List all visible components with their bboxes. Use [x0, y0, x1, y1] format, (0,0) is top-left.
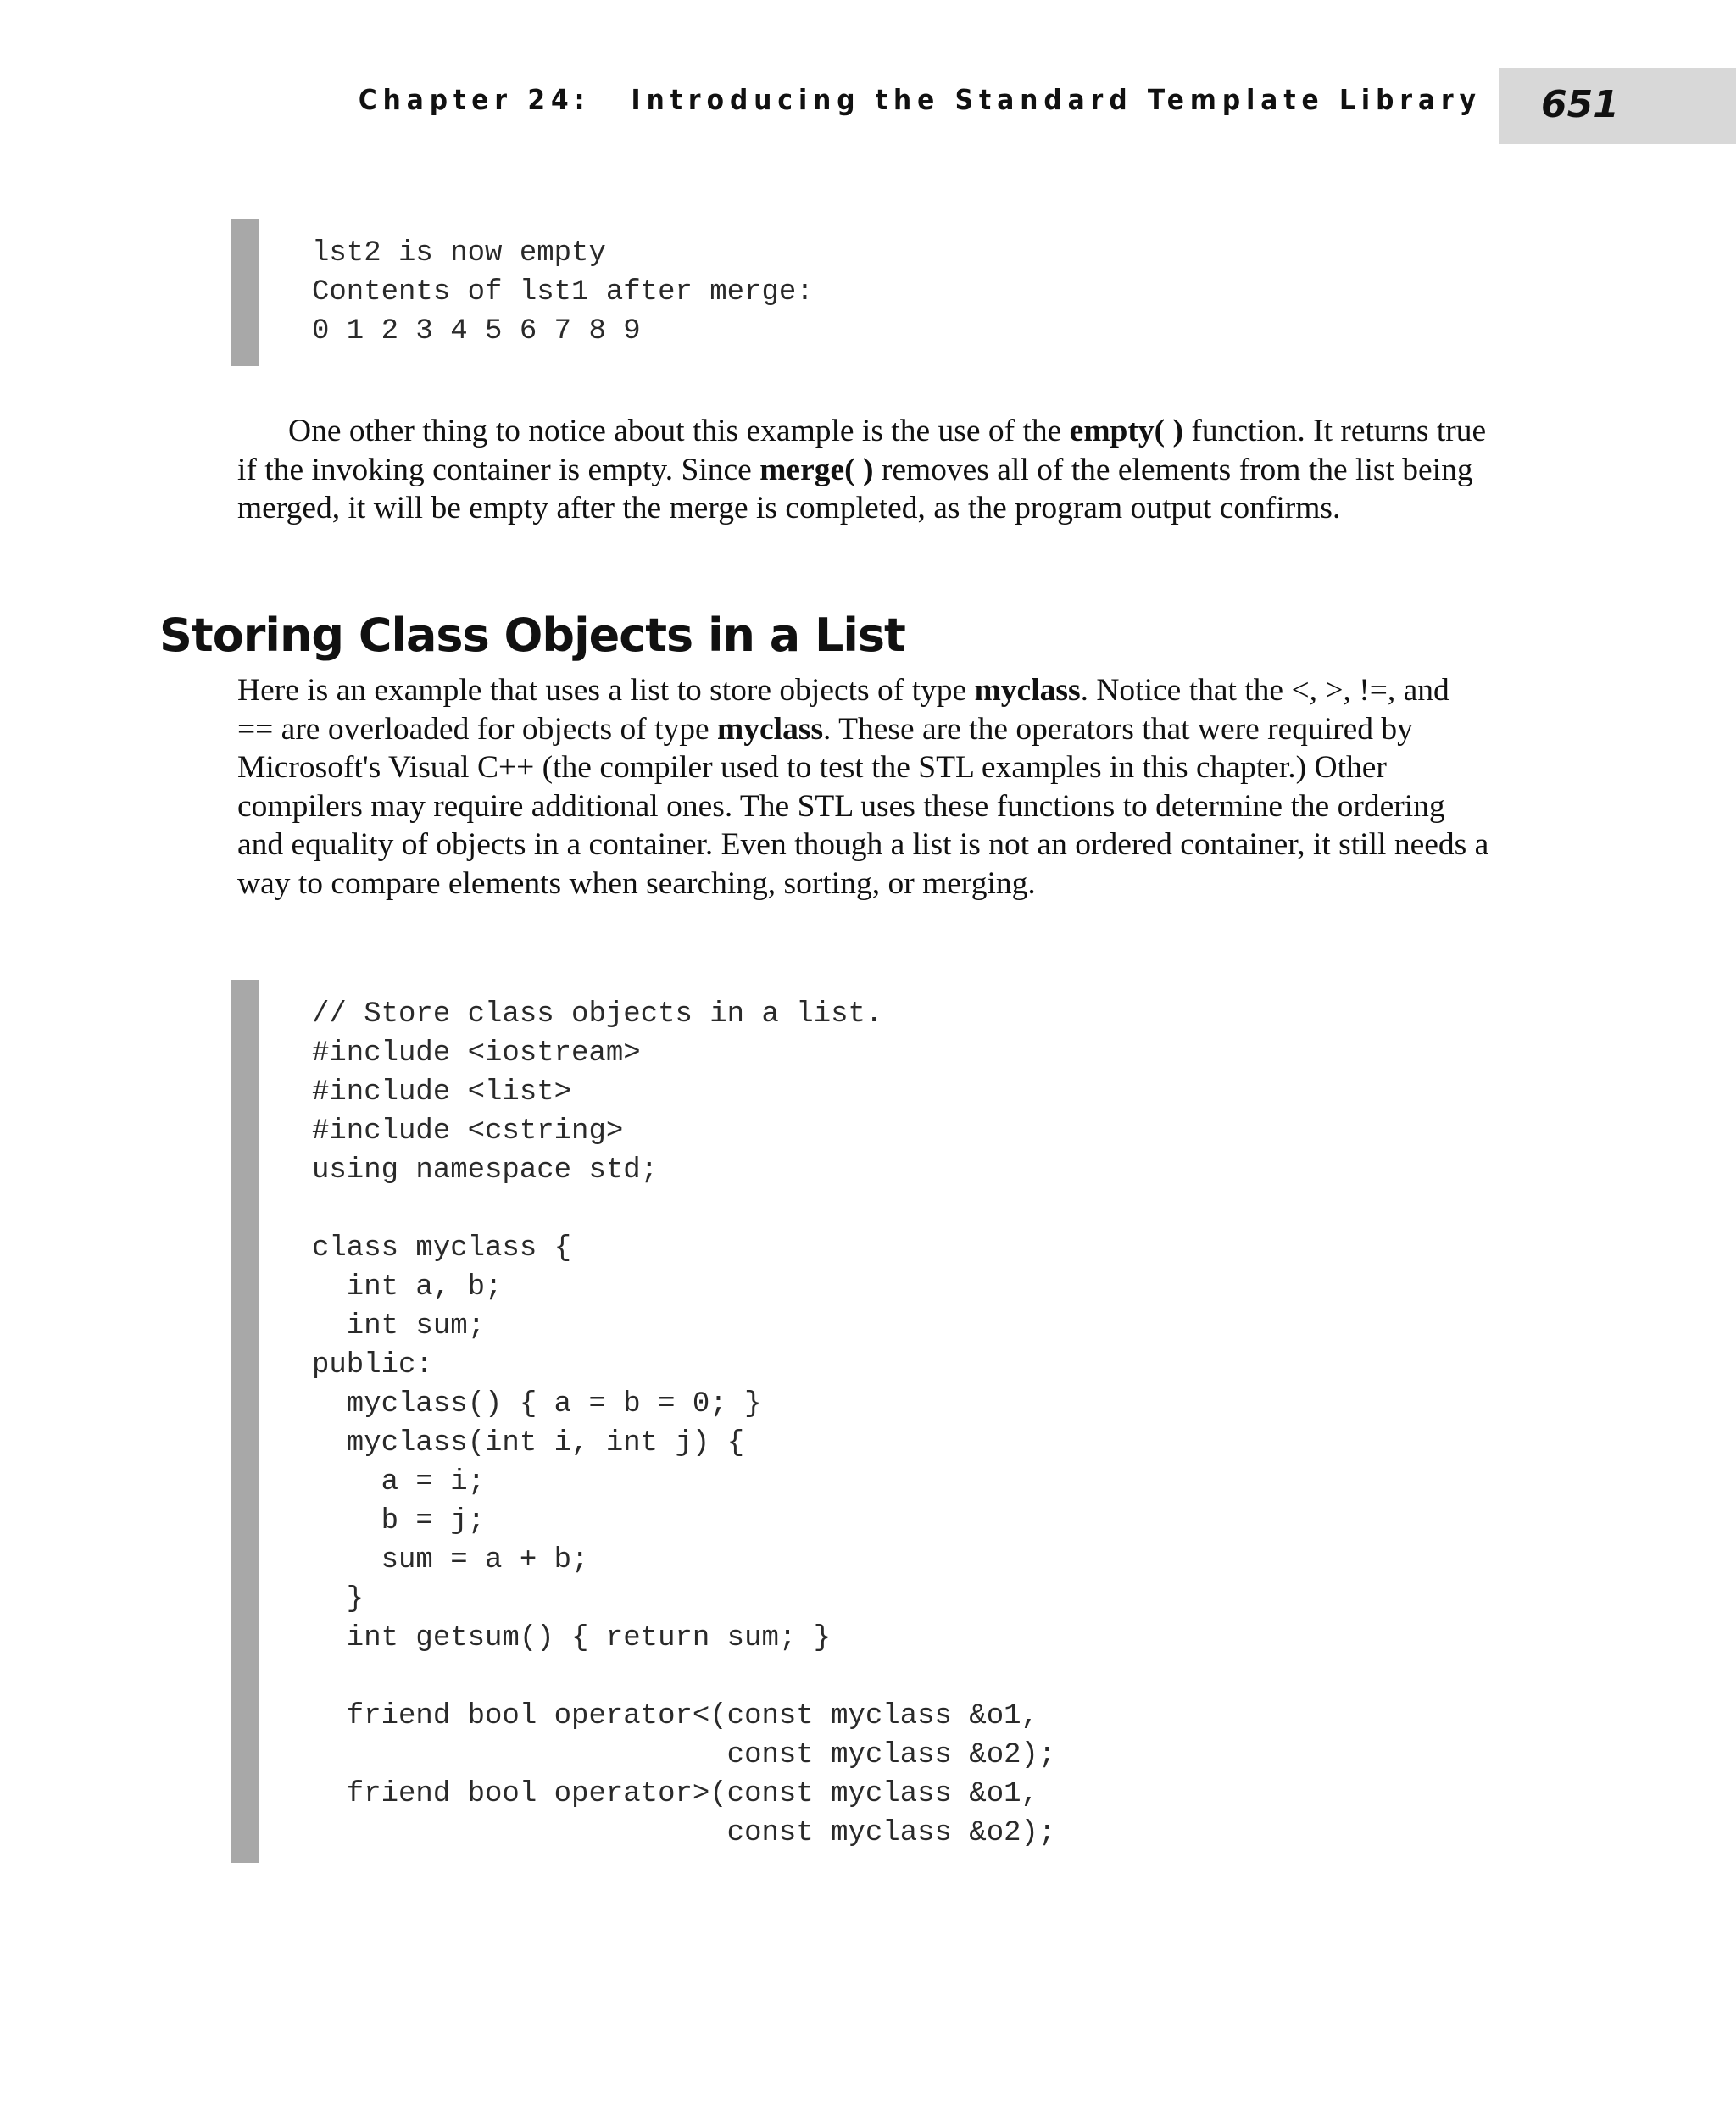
inline-code-merge: merge( ) [760, 452, 874, 487]
inline-code-myclass: myclass [717, 711, 824, 747]
output-line: Contents of lst1 after merge: [312, 276, 814, 309]
code-line: class myclass { [312, 1232, 572, 1265]
chapter-title: Introducing the Standard Template Library [631, 83, 1482, 116]
code-line: int getsum() { return sum; } [312, 1622, 832, 1654]
output-line: 0 1 2 3 4 5 6 7 8 9 [312, 315, 641, 347]
code-line: } [312, 1583, 364, 1615]
paragraph-text: removes all of the elements from the list being merged, it will be empty after the merge is completed, as the program output confirms. [237, 452, 1473, 525]
output-line: lst2 is now empty [312, 237, 606, 270]
paragraph-text: Here is an example that uses a list to store objects of type [237, 673, 975, 708]
paragraph-text: . These are the operators that were required by Microsoft's Visual C++ (the compiler used to test the STL examples in this chapter.) Other compilers may require additional ones. The STL uses these functions to determine the ordering and equality of objects in a container. Even though a list is not an ordered container, it still needs a way to compare elements when searching, sorting, or merging. [237, 711, 1489, 901]
code-line: myclass() { a = b = 0; } [312, 1388, 762, 1420]
code-line: #include <list> [312, 1076, 572, 1109]
code-line: const myclass &o2); [312, 1817, 1056, 1849]
inline-code-myclass: myclass [974, 673, 1081, 708]
code-line: // Store class objects in a list. [312, 998, 883, 1031]
chapter-label: Chapter 24: [358, 83, 591, 116]
paragraph-text: . Notice that the <, >, !=, and == are overloaded for objects of type [237, 673, 1449, 747]
section-heading: Storing Class Objects in a List [159, 609, 905, 662]
page-number-box [1499, 68, 1736, 144]
code-line: a = i; [312, 1466, 486, 1498]
code-line: const myclass &o2); [312, 1739, 1056, 1771]
code-line: #include <cstring> [312, 1115, 624, 1148]
code-line: #include <iostream> [312, 1037, 641, 1070]
running-head [0, 83, 1482, 116]
code-line: int a, b; [312, 1271, 503, 1304]
paragraph-text: function. It returns true if the invoking container is empty. Since [237, 414, 1487, 487]
code-line: int sum; [312, 1310, 486, 1343]
code-line: b = j; [312, 1505, 486, 1537]
paragraph-empty-function [237, 412, 1492, 528]
paragraph-text: One other thing to notice about this example is the use of the [288, 414, 1070, 448]
code-line: sum = a + b; [312, 1544, 589, 1576]
paragraph-class-objects [237, 671, 1492, 903]
code-line: friend bool operator<(const myclass &o1, [312, 1700, 1038, 1732]
page-number: 651 [1541, 83, 1619, 126]
code-line: myclass(int i, int j) { [312, 1427, 745, 1459]
inline-code-empty: empty( ) [1069, 414, 1183, 448]
code-line [312, 1658, 1248, 1697]
code-line [312, 1190, 1248, 1229]
code-line: public: [312, 1349, 433, 1382]
code-listing [231, 980, 1248, 1863]
program-output-block [231, 219, 993, 366]
code-line: using namespace std; [312, 1154, 659, 1187]
code-line: friend bool operator>(const myclass &o1, [312, 1778, 1038, 1810]
